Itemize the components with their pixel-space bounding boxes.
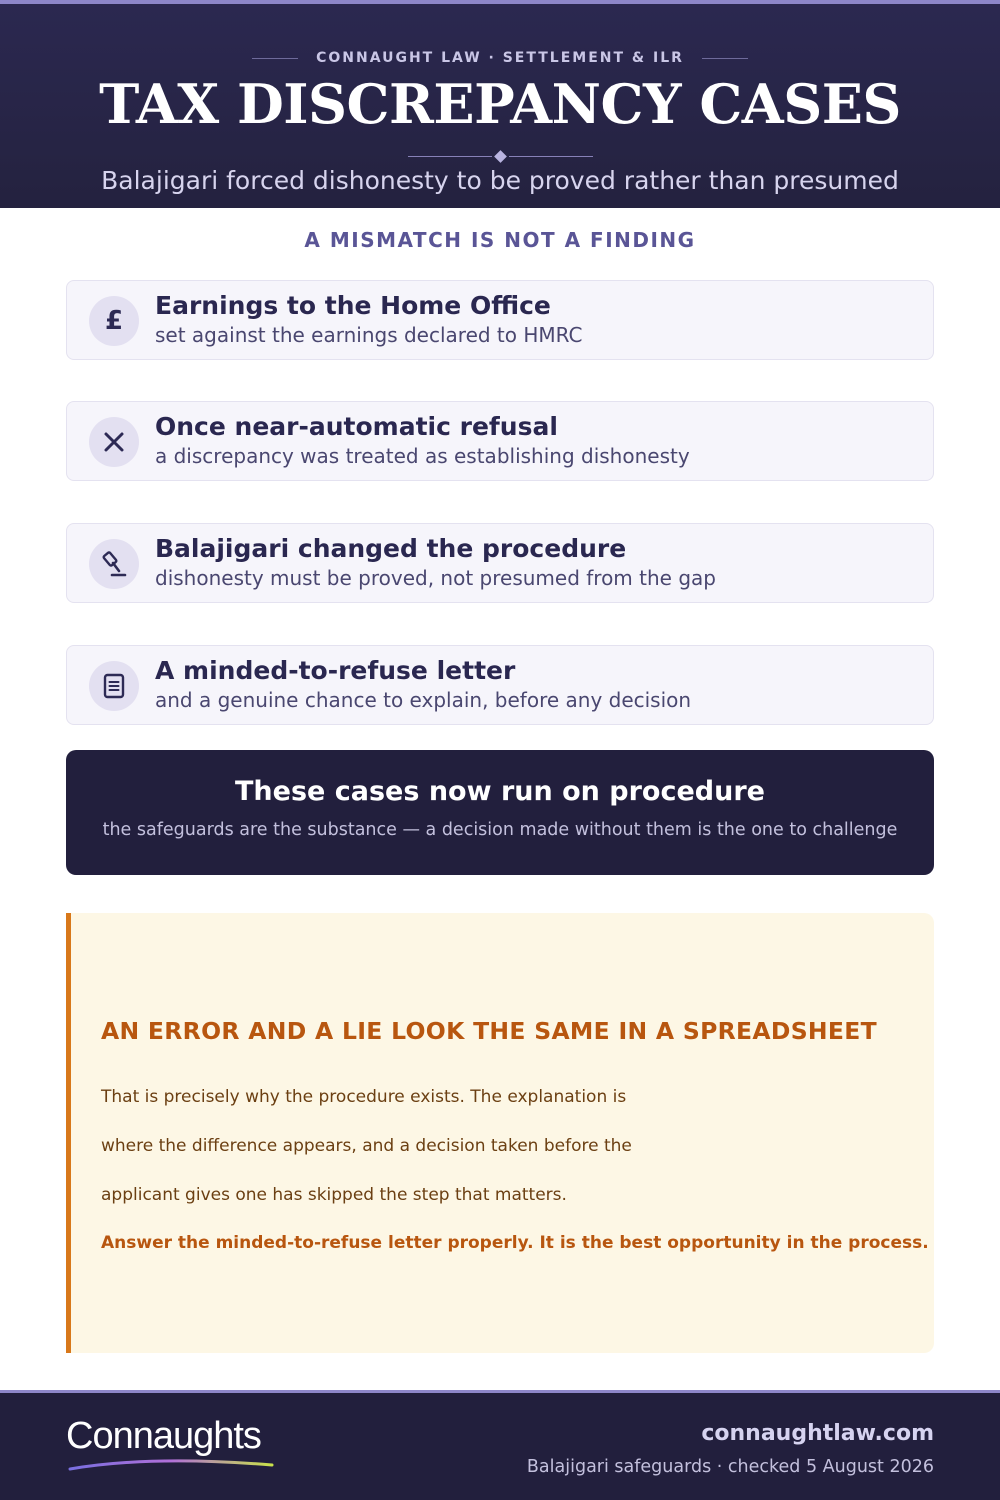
diamond-icon [494, 150, 507, 163]
eyebrow-line-left [252, 58, 298, 59]
spreadsheet-note [66, 913, 934, 1353]
logo-swoosh-icon [68, 1457, 274, 1473]
section-heading: A MISMATCH IS NOT A FINDING [304, 228, 696, 252]
title-divider [0, 152, 1000, 161]
callout-subtitle: the safeguards are the substance — a decision made without them is the one to challenge [102, 820, 898, 840]
divider-line-right [509, 156, 593, 157]
footer [0, 1390, 1000, 1500]
website-link[interactable]: connaughtlaw.com [701, 1421, 934, 1446]
card-title: Earnings to the Home Office [155, 291, 551, 320]
document-icon [89, 661, 139, 711]
callout-title: These cases now run on procedure [235, 776, 765, 807]
gavel-icon [89, 539, 139, 589]
procedure-callout [66, 750, 934, 875]
note-body-line: applicant gives one has skipped the step that matters. [101, 1185, 567, 1205]
card-subtitle: dishonesty must be proved, not presumed from the gap [155, 566, 716, 590]
pound-icon: £ [89, 296, 139, 346]
divider-line-left [408, 156, 492, 157]
eyebrow-line-right [702, 58, 748, 59]
card-procedure [66, 523, 934, 603]
card-subtitle: and a genuine chance to explain, before any decision [155, 688, 692, 712]
card-title: Once near-automatic refusal [155, 412, 558, 441]
checked-date: Balajigari safeguards · checked 5 August 2026 [526, 1457, 934, 1477]
card-letter [66, 645, 934, 725]
note-emphasis: Answer the minded-to-refuse letter properly. It is the best opportunity in the process. [101, 1233, 929, 1253]
card-title: Balajigari changed the procedure [155, 534, 627, 563]
card-refusal [66, 401, 934, 481]
note-heading: AN ERROR AND A LIE LOOK THE SAME IN A SPREADSHEET [101, 1017, 877, 1045]
eyebrow-text: CONNAUGHT LAW · SETTLEMENT & ILR [316, 50, 684, 66]
note-body [101, 1073, 661, 1220]
header-banner [0, 0, 1000, 208]
card-title: A minded-to-refuse letter [155, 656, 516, 685]
brand-logo: Connaughts [66, 1415, 261, 1457]
cross-icon [89, 417, 139, 467]
page-subtitle: Balajigari forced dishonesty to be proved rather than presumed [101, 166, 899, 195]
note-body-line: where the difference appears, and a decision taken before the [101, 1136, 632, 1156]
card-earnings [66, 280, 934, 360]
eyebrow-row [0, 50, 1000, 66]
card-subtitle: a discrepancy was treated as establishing dishonesty [155, 444, 690, 468]
note-body-line: That is precisely why the procedure exists. The explanation is [101, 1087, 627, 1107]
card-subtitle: set against the earnings declared to HMRC [155, 323, 583, 347]
page-title: TAX DISCREPANCY CASES [99, 72, 901, 136]
